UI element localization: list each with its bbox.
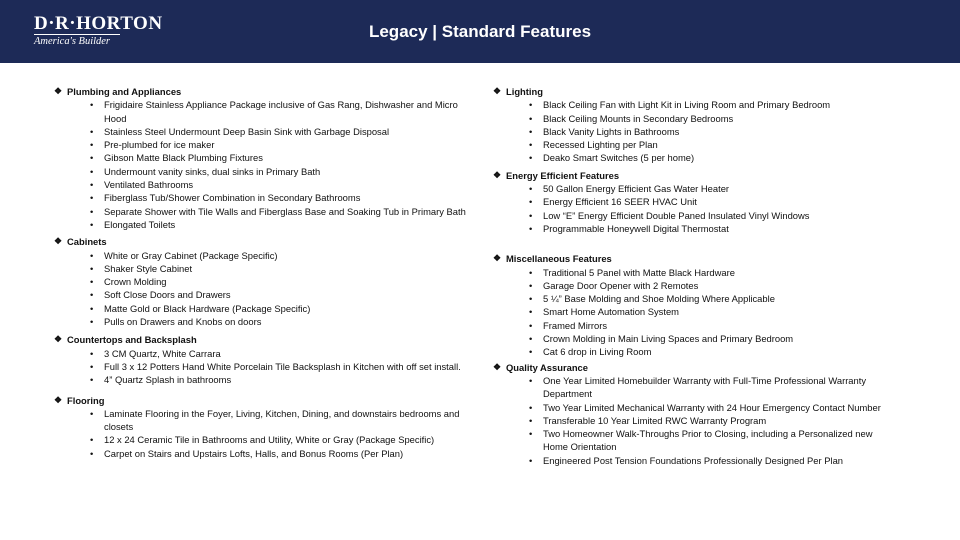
section-heading-text: Plumbing and Appliances	[67, 86, 182, 97]
list-item: • Undermount vanity sinks, dual sinks in Primary Bath	[54, 165, 484, 178]
list-item: • Smart Home Automation System	[493, 305, 923, 318]
list-item: • 5 ¼” Base Molding and Shoe Molding Where Applicable	[493, 292, 923, 305]
list-item: • Engineered Post Tension Foundations Professionally Designed Per Plan	[493, 454, 923, 467]
section-heading	[493, 169, 923, 182]
diamond-icon: ❖	[493, 253, 502, 264]
list-item: • Black Ceiling Mounts in Secondary Bedrooms	[493, 112, 923, 125]
section-miscellaneous-features	[493, 252, 923, 358]
list-item: • Cat 6 drop in Living Room	[493, 345, 923, 358]
list-item: • Low “E” Energy Efficient Double Paned Insulated Vinyl Windows	[493, 209, 923, 222]
list-item: • Programmable Honeywell Digital Thermostat	[493, 222, 923, 235]
list-item: • Crown Molding	[54, 275, 484, 288]
list-item: • 4” Quartz Splash in bathrooms	[54, 373, 484, 386]
section-energy-efficient-features	[493, 169, 923, 235]
feature-list	[54, 98, 484, 231]
list-item: • Ventilated Bathrooms	[54, 178, 484, 191]
list-item: • Laminate Flooring in the Foyer, Living, Kitchen, Dining, and downstairs bedrooms and closets	[54, 407, 484, 434]
list-item: • Black Ceiling Fan with Light Kit in Living Room and Primary Bedroom	[493, 98, 923, 111]
list-item: • 12 x 24 Ceramic Tile in Bathrooms and Utility, White or Gray (Package Specific)	[54, 433, 484, 446]
list-item: • Pulls on Drawers and Knobs on doors	[54, 315, 484, 328]
list-item: • Two Homeowner Walk-Throughs Prior to Closing, including a Personalized new Home Orientation	[493, 427, 923, 454]
list-item: • Framed Mirrors	[493, 319, 923, 332]
left-column	[54, 85, 484, 460]
header-bar	[0, 0, 960, 63]
section-heading	[54, 394, 484, 407]
diamond-icon: ❖	[493, 86, 502, 96]
section-quality-assurance	[493, 361, 923, 467]
list-item: • One Year Limited Homebuilder Warranty with Full-Time Professional Warranty Department	[493, 374, 923, 401]
list-item: • White or Gray Cabinet (Package Specific)	[54, 249, 484, 262]
section-heading	[54, 85, 484, 98]
page-title: Legacy | Standard Features	[368, 22, 592, 41]
section-heading	[54, 235, 484, 248]
diamond-icon: ❖	[493, 169, 502, 180]
list-item: • 50 Gallon Energy Efficient Gas Water Heater	[493, 182, 923, 195]
section-heading-text: Countertops and Backsplash	[67, 334, 197, 346]
section-heading	[493, 252, 923, 265]
list-item: • Deako Smart Switches (5 per home)	[493, 151, 923, 164]
list-item: • Shaker Style Cabinet	[54, 262, 484, 275]
section-heading-text: Miscellaneous Features	[506, 253, 612, 265]
feature-list	[54, 347, 484, 387]
list-item: • Fiberglass Tub/Shower Combination in Secondary Bathrooms	[54, 191, 484, 204]
logo-tagline: America's Builder	[34, 36, 111, 47]
diamond-icon: ❖	[54, 86, 63, 96]
feature-list	[493, 374, 923, 467]
list-item: • Energy Efficient 16 SEER HVAC Unit	[493, 195, 923, 208]
list-item: • Matte Gold or Black Hardware (Package Specific)	[54, 302, 484, 315]
list-item: • Separate Shower with Tile Walls and Fiberglass Base and Soaking Tub in Primary Bath	[54, 205, 484, 218]
section-heading-text: Quality Assurance	[506, 361, 588, 373]
section-lighting	[493, 85, 923, 165]
list-item: • Crown Molding in Main Living Spaces and Primary Bedroom	[493, 332, 923, 345]
section-heading	[493, 361, 923, 374]
list-item: • Full 3 x 12 Potters Hand White Porcelain Tile Backsplash in Kitchen with off set install.	[54, 360, 484, 373]
list-item: • Stainless Steel Undermount Deep Basin Sink with Garbage Disposal	[54, 125, 484, 138]
list-item: • Recessed Lighting per Plan	[493, 138, 923, 151]
diamond-icon: ❖	[493, 361, 502, 372]
section-heading-text: Flooring	[67, 394, 105, 406]
section-heading	[54, 333, 484, 346]
list-item: • Elongated Toilets	[54, 218, 484, 231]
list-item: • Gibson Matte Black Plumbing Fixtures	[54, 151, 484, 164]
diamond-icon: ❖	[54, 394, 63, 405]
feature-list	[493, 98, 923, 164]
list-item: • Transferable 10 Year Limited RWC Warranty Program	[493, 414, 923, 427]
feature-list	[493, 266, 923, 359]
feature-list	[493, 182, 923, 235]
list-item: • Garage Door Opener with 2 Remotes	[493, 279, 923, 292]
diamond-icon: ❖	[54, 334, 63, 345]
section-cabinets	[54, 235, 484, 328]
list-item: • 3 CM Quartz, White Carrara	[54, 347, 484, 360]
list-item: • Carpet on Stairs and Upstairs Lofts, Halls, and Bonus Rooms (Per Plan)	[54, 447, 484, 460]
list-item: • Pre-plumbed for ice maker	[54, 138, 484, 151]
feature-list	[54, 249, 484, 329]
right-column	[493, 85, 923, 467]
list-item: • Traditional 5 Panel with Matte Black Hardware	[493, 266, 923, 279]
feature-list	[54, 407, 484, 460]
logo-wordmark: D·R·HORTON	[34, 13, 163, 34]
section-heading-text: Cabinets	[67, 236, 107, 248]
section-flooring	[54, 394, 484, 460]
section-heading-text: Energy Efficient Features	[506, 169, 620, 181]
list-item: • Frigidaire Stainless Appliance Package inclusive of Gas Rang, Dishwasher and Micro Hood	[54, 98, 484, 125]
section-heading	[493, 85, 923, 98]
diamond-icon: ❖	[54, 236, 63, 247]
section-plumbing-and-appliances	[54, 85, 484, 231]
list-item: • Soft Close Doors and Drawers	[54, 288, 484, 301]
section-heading-text: Lighting	[506, 86, 543, 97]
list-item: • Black Vanity Lights in Bathrooms	[493, 125, 923, 138]
section-countertops-and-backsplash	[54, 333, 484, 386]
list-item: • Two Year Limited Mechanical Warranty with 24 Hour Emergency Contact Number	[493, 401, 923, 414]
